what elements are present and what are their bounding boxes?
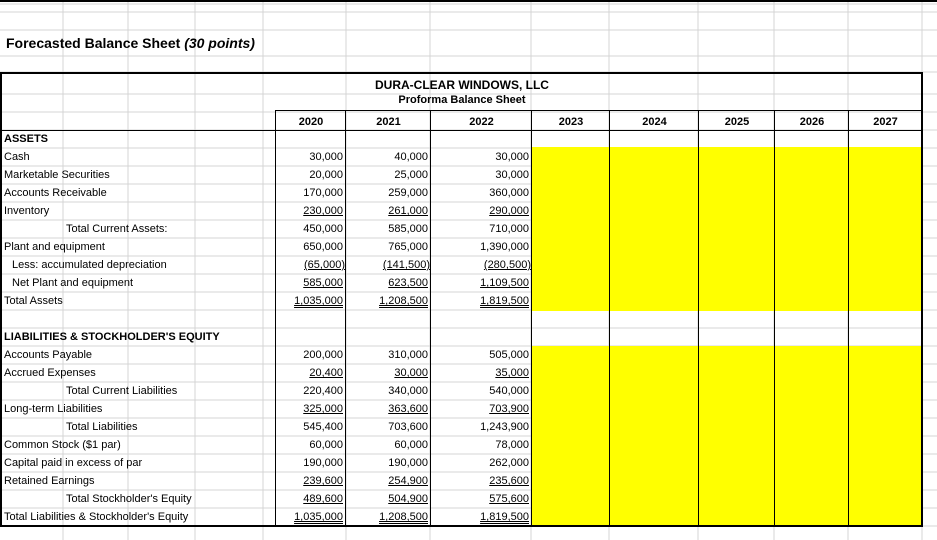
- row-label-common-stock: Common Stock ($1 par): [4, 439, 121, 451]
- row-label-net-plant-and-equipment: Net Plant and equipment: [12, 277, 134, 289]
- marketable-securities-2021[interactable]: 25,000: [394, 169, 428, 181]
- col-border-2023-right: [609, 110, 610, 527]
- total-stockholders-equity-2022[interactable]: 575,600: [489, 493, 529, 505]
- net-plant-and-equipment-2020[interactable]: 585,000: [303, 277, 343, 289]
- header-divider: [276, 110, 922, 111]
- total-current-assets-2020[interactable]: 450,000: [303, 223, 343, 235]
- total-liabilities-2021[interactable]: 703,600: [388, 421, 428, 433]
- accrued-expenses-2020[interactable]: 20,400: [309, 367, 343, 379]
- total-current-assets-2022[interactable]: 710,000: [489, 223, 529, 235]
- year-header-2026: 2026: [799, 116, 825, 128]
- year-header-2020: 2020: [298, 116, 324, 128]
- common-stock-2020[interactable]: 60,000: [309, 439, 343, 451]
- accounts-receivable-2020[interactable]: 170,000: [303, 187, 343, 199]
- accrued-expenses-2021[interactable]: 30,000: [394, 367, 428, 379]
- total-assets-2022[interactable]: 1,819,500: [480, 295, 529, 307]
- col-border-2025-right: [774, 110, 775, 527]
- capital-paid-in-excess-2022[interactable]: 262,000: [489, 457, 529, 469]
- year-header-2027: 2027: [873, 116, 898, 128]
- accounts-payable-2020[interactable]: 200,000: [303, 349, 343, 361]
- row-label-retained-earnings: Retained Earnings: [4, 475, 95, 487]
- row-label-total-stockholders-equity: Total Stockholder's Equity: [66, 493, 192, 505]
- sheet-heading-main: Forecasted Balance Sheet: [6, 35, 181, 51]
- inventory-2022[interactable]: 290,000: [489, 205, 529, 217]
- long-term-liabilities-2020[interactable]: 325,000: [303, 403, 343, 415]
- row-label-total-liabilities-and-equity: Total Liabilities & Stockholder's Equity: [4, 511, 189, 523]
- row-label-marketable-securities: Marketable Securities: [4, 169, 110, 181]
- total-liabilities-and-equity-2022[interactable]: 1,819,500: [480, 511, 529, 523]
- accounts-receivable-2022[interactable]: 360,000: [489, 187, 529, 199]
- total-assets-2021[interactable]: 1,208,500: [379, 295, 428, 307]
- accumulated-depreciation-2021[interactable]: (141,500): [382, 259, 430, 271]
- capital-paid-in-excess-2021[interactable]: 190,000: [388, 457, 428, 469]
- accounts-receivable-2021[interactable]: 259,000: [388, 187, 428, 199]
- sheet-heading-points: (30 points): [184, 35, 255, 51]
- net-plant-and-equipment-2021[interactable]: 623,500: [388, 277, 428, 289]
- total-current-liabilities-2020[interactable]: 220,400: [303, 385, 343, 397]
- plant-and-equipment-2022[interactable]: 1,390,000: [480, 241, 529, 253]
- row-label-long-term-liabilities: Long-term Liabilities: [4, 403, 103, 415]
- capital-paid-in-excess-2020[interactable]: 190,000: [303, 457, 343, 469]
- total-current-liabilities-2021[interactable]: 340,000: [388, 385, 428, 397]
- total-liabilities-2022[interactable]: 1,243,900: [480, 421, 529, 433]
- row-label-capital-paid-in-excess: Capital paid in excess of par: [4, 457, 143, 469]
- accounts-payable-2022[interactable]: 505,000: [489, 349, 529, 361]
- total-liabilities-and-equity-2020[interactable]: 1,035,000: [294, 511, 343, 523]
- row-label-plant-and-equipment: Plant and equipment: [4, 241, 105, 253]
- total-stockholders-equity-2021[interactable]: 504,900: [388, 493, 428, 505]
- long-term-liabilities-2022[interactable]: 703,900: [489, 403, 529, 415]
- year-header-2025: 2025: [724, 116, 750, 128]
- col-border-2024-right: [698, 110, 699, 527]
- long-term-liabilities-2021[interactable]: 363,600: [388, 403, 428, 415]
- row-label-total-assets: Total Assets: [4, 295, 63, 307]
- row-label-total-current-liabilities: Total Current Liabilities: [66, 385, 178, 397]
- col-border-2026-right: [848, 110, 849, 527]
- retained-earnings-2020[interactable]: 239,600: [303, 475, 343, 487]
- total-stockholders-equity-2020[interactable]: 489,600: [303, 493, 343, 505]
- total-current-liabilities-2022[interactable]: 540,000: [489, 385, 529, 397]
- accumulated-depreciation-2022[interactable]: (280,500): [483, 259, 531, 271]
- sheet-heading: [6, 35, 255, 51]
- report-subtitle: Proforma Balance Sheet: [398, 94, 526, 106]
- row-label-accrued-expenses: Accrued Expenses: [4, 367, 96, 379]
- cash-2021[interactable]: 40,000: [394, 151, 428, 163]
- common-stock-2022[interactable]: 78,000: [495, 439, 529, 451]
- total-liabilities-2020[interactable]: 545,400: [303, 421, 343, 433]
- total-liabilities-and-equity-2021[interactable]: 1,208,500: [379, 511, 428, 523]
- retained-earnings-2021[interactable]: 254,900: [388, 475, 428, 487]
- net-plant-and-equipment-2022[interactable]: 1,109,500: [480, 277, 529, 289]
- retained-earnings-2022[interactable]: 235,600: [489, 475, 529, 487]
- year-divider: [0, 130, 922, 131]
- accumulated-depreciation-2020[interactable]: (65,000): [304, 259, 345, 271]
- cash-2020[interactable]: 30,000: [309, 151, 343, 163]
- total-assets-2020[interactable]: 1,035,000: [294, 295, 343, 307]
- year-header-2021: 2021: [376, 116, 401, 128]
- accrued-expenses-2022[interactable]: 35,000: [495, 367, 529, 379]
- common-stock-2021[interactable]: 60,000: [394, 439, 428, 451]
- row-label-total-current-assets: Total Current Assets:: [66, 223, 168, 235]
- inventory-2020[interactable]: 230,000: [303, 205, 343, 217]
- assets-header: ASSETS: [4, 133, 49, 145]
- plant-and-equipment-2021[interactable]: 765,000: [388, 241, 428, 253]
- row-label-accumulated-depreciation: Less: accumulated depreciation: [12, 259, 167, 271]
- accounts-payable-2021[interactable]: 310,000: [388, 349, 428, 361]
- marketable-securities-2020[interactable]: 20,000: [309, 169, 343, 181]
- year-header-2022: 2022: [469, 116, 494, 128]
- total-current-assets-2021[interactable]: 585,000: [388, 223, 428, 235]
- inventory-2021[interactable]: 261,000: [388, 205, 428, 217]
- marketable-securities-2022[interactable]: 30,000: [495, 169, 529, 181]
- plant-and-equipment-2020[interactable]: 650,000: [303, 241, 343, 253]
- row-label-accounts-receivable: Accounts Receivable: [4, 187, 107, 199]
- col-border-2022-right: [531, 110, 532, 527]
- company-title: DURA-CLEAR WINDOWS, LLC: [375, 78, 549, 92]
- year-header-2024: 2024: [642, 116, 667, 128]
- cash-2022[interactable]: 30,000: [495, 151, 529, 163]
- row-label-inventory: Inventory: [4, 205, 50, 217]
- row-label-cash: Cash: [4, 151, 30, 163]
- row-label-total-liabilities: Total Liabilities: [66, 421, 138, 433]
- liabilities-header: LIABILITIES & STOCKHOLDER'S EQUITY: [4, 331, 220, 343]
- year-header-2023: 2023: [558, 116, 584, 128]
- row-label-accounts-payable: Accounts Payable: [4, 349, 93, 361]
